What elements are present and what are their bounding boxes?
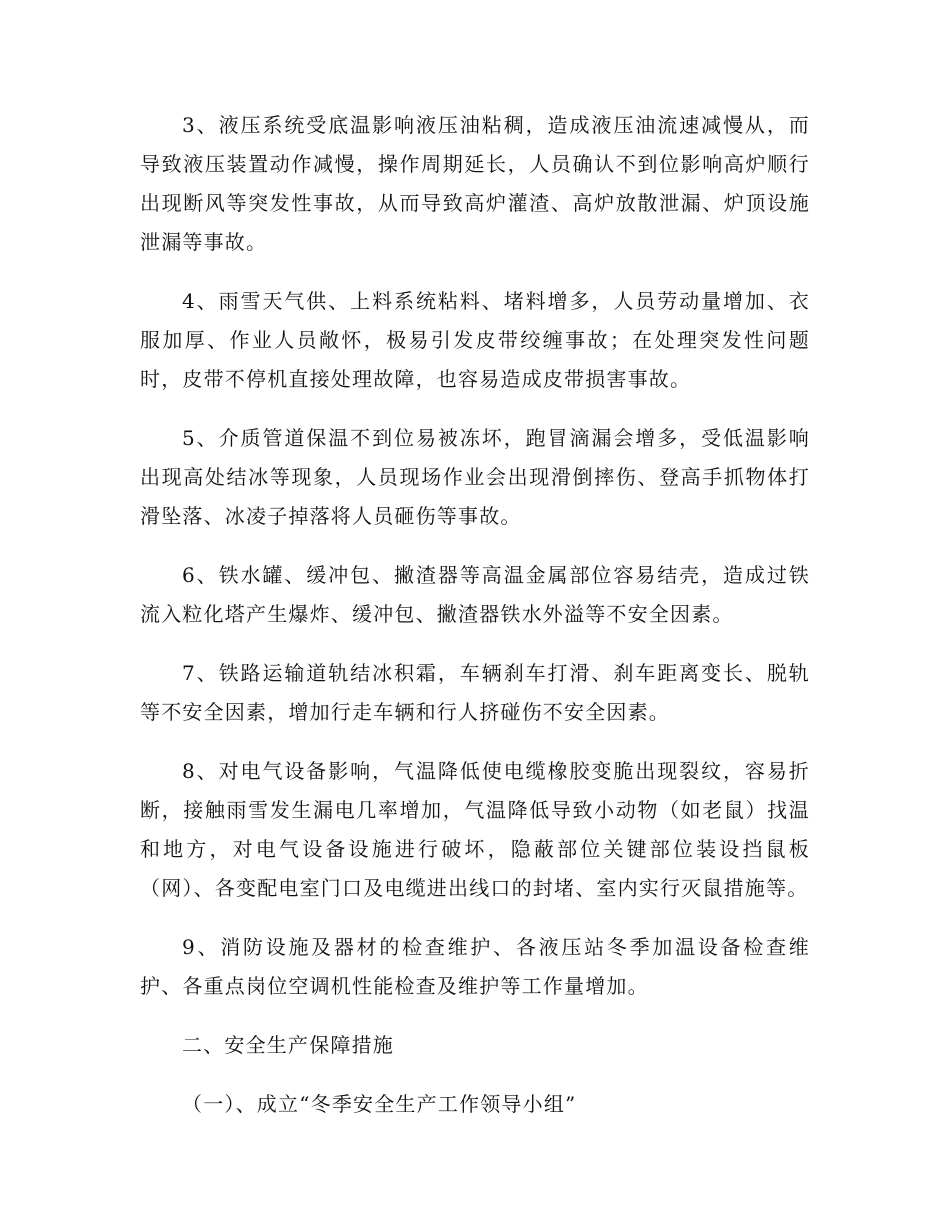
paragraph-fire-facilities: 9、消防设施及器材的检查维护、各液压站冬季加温设备检查维护、各重点岗位空调机性能检查及维护等工作量增加。	[140, 935, 810, 998]
document-body	[140, 106, 810, 1124]
paragraph-pipeline-insulation: 5、介质管道保温不到位易被冻坏，跑冒滴漏会增多，受低温影响出现高处结冰等现象，人员现场作业会出现滑倒摔伤、登高手抓物体打滑坠落、冰凌子掉落将人员砸伤等事故。	[140, 426, 810, 528]
paragraph-railway-transport: 7、铁路运输道轨结冰积霜，车辆刹车打滑、刹车距离变长、脱轨等不安全因素，增加行走车辆和行人挤碰伤不安全因素。	[140, 661, 810, 724]
paragraph-electrical-equipment: 8、对电气设备影响，气温降低使电缆橡胶变脆出现裂纹，容易折断，接触雨雪发生漏电几率增加，气温降低导致小动物（如老鼠）找温和地方，对电气设备设施进行破坏，隐蔽部位关键部位装设挡鼠板（网）、各变配电室门口及电缆进出线口的封堵、室内实行灭鼠措施等。	[140, 759, 810, 900]
section-heading: 二、安全生产保障措施	[182, 1033, 394, 1057]
subsection-heading: （一）、成立“冬季安全生产工作领导小组”	[182, 1092, 577, 1116]
paragraph-rain-snow-belt: 4、雨雪天气供、上料系统粘料、堵料增多，人员劳动量增加、衣服加厚、作业人员敞怀，极易引发皮带绞缠事故；在处理突发性问题时，皮带不停机直接处理故障，也容易造成皮带损害事故。	[140, 289, 810, 391]
paragraph-hydraulic-system: 3、液压系统受底温影响液压油粘稠，造成液压油流速减慢从，而导致液压装置动作减慢，操作周期延长，人员确认不到位影响高炉顺行出现断风等突发性事故，从而导致高炉灌渣、高炉放散泄漏、炉顶设施泄漏等事故。	[140, 113, 810, 254]
paragraph-hot-metal-parts: 6、铁水罐、缓冲包、撇渣器等高温金属部位容易结壳，造成过铁流入粒化塔产生爆炸、缓冲包、撇渣器铁水外溢等不安全因素。	[140, 563, 810, 626]
